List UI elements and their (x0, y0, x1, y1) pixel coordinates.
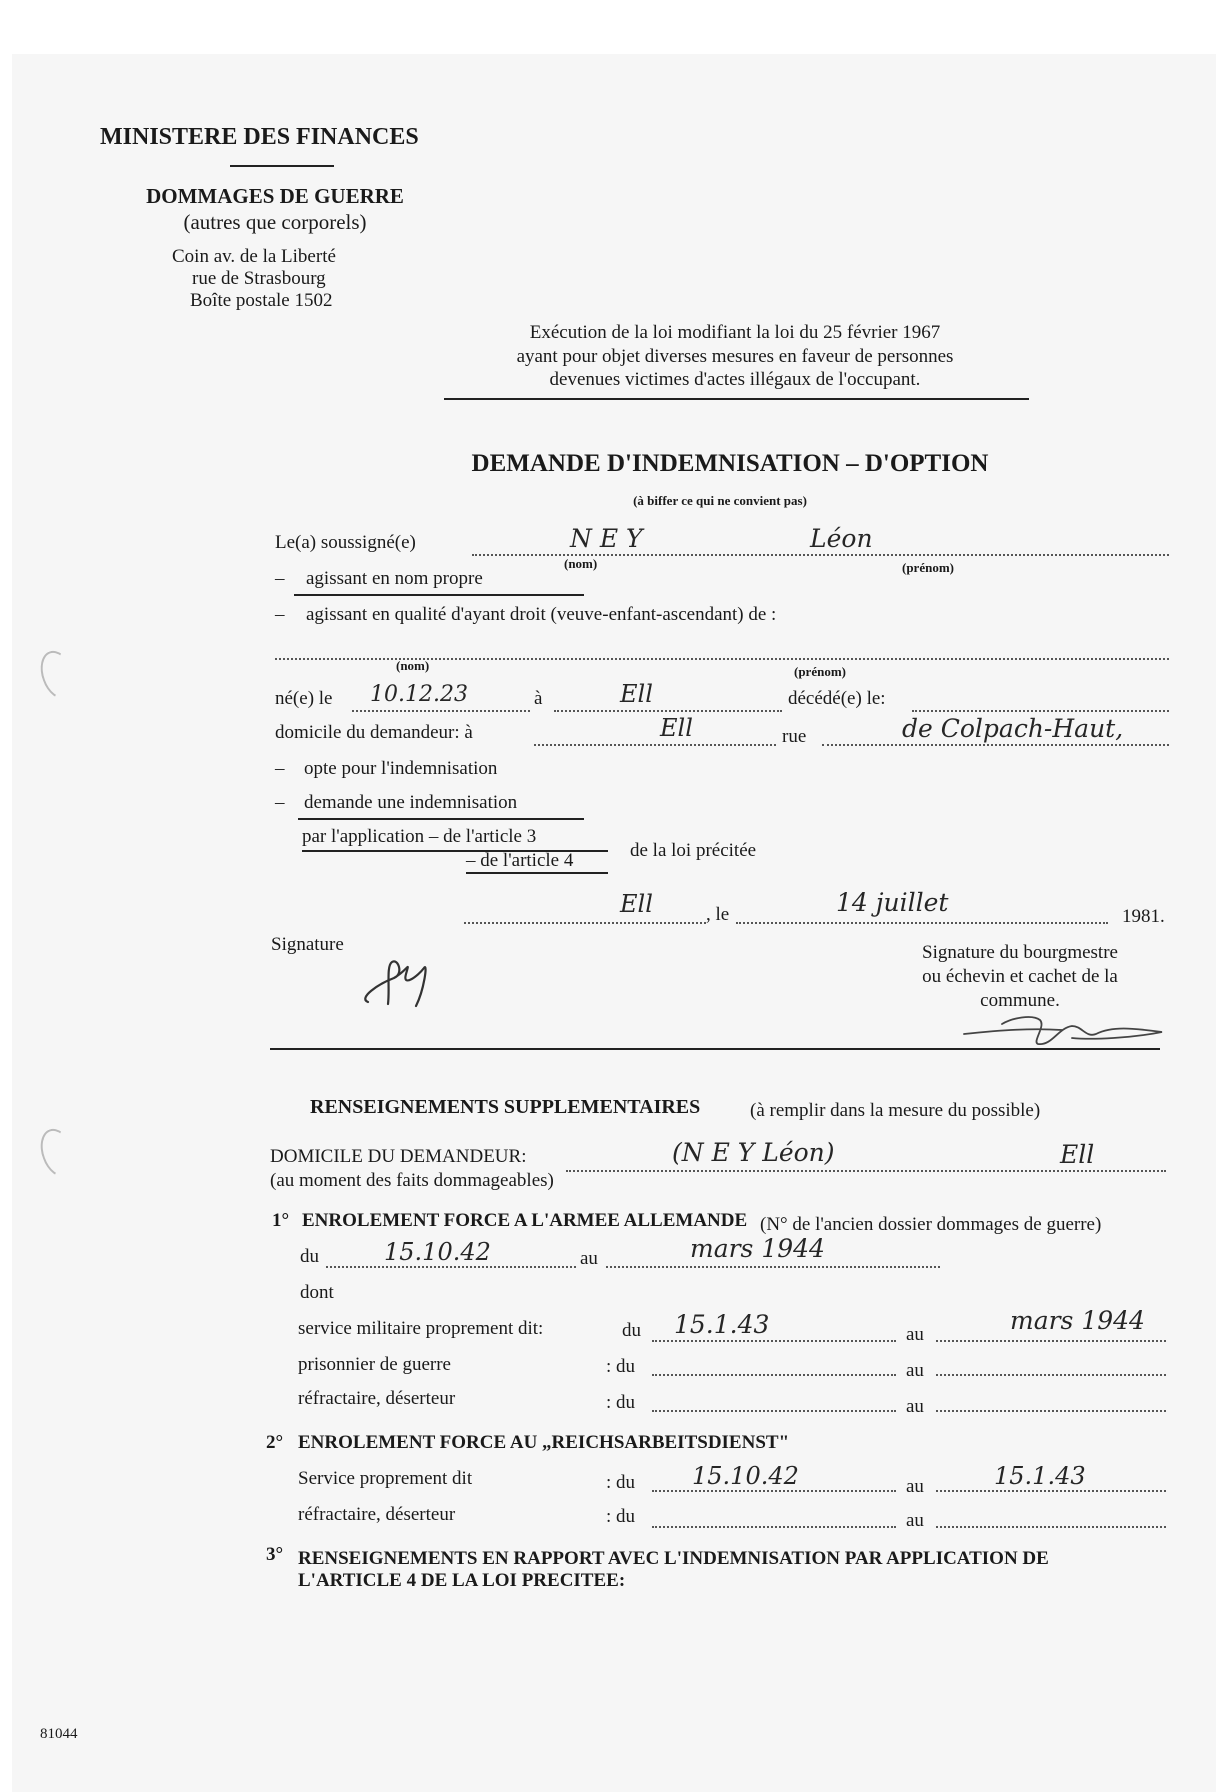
domicile-field[interactable] (534, 744, 776, 746)
a-label: à (534, 688, 543, 709)
domicile-demandeur-sub: (au moment des faits dommageables) (270, 1170, 554, 1191)
supplement-title-note: (à remplir dans la mesure du possible) (750, 1100, 1041, 1121)
department-subtitle: (autres que corporels) (183, 210, 367, 234)
date-field[interactable] (736, 922, 1108, 924)
domicile-demandeur-label: DOMICILE DU DEMANDEUR: (270, 1146, 527, 1167)
s1-du-label: du (300, 1246, 319, 1267)
s2-du-value: 15.10.42 (692, 1462, 799, 1490)
le-label: , le (706, 904, 730, 925)
bourgmestre-line-2: ou échevin et cachet de la (922, 966, 1118, 987)
year-text: 1981. (1122, 906, 1165, 927)
agissant-propre: agissant en nom propre (306, 568, 483, 589)
prisonnier-au-label: au (906, 1360, 924, 1381)
refractaire2-au-label: au (906, 1510, 924, 1531)
ministry-underline (230, 165, 334, 167)
ne-date-value: 10.12.23 (370, 682, 468, 707)
refractaire-au-label: au (906, 1396, 924, 1417)
prenom-label: (prénom) (902, 560, 954, 575)
agissant-propre-underline (294, 594, 584, 596)
s3-title-2: L'ARTICLE 4 DE LA LOI PRECITEE: (298, 1570, 626, 1591)
nom-value: N E Y (570, 524, 643, 553)
form-title-note: (à biffer ce qui ne convient pas) (633, 493, 807, 508)
rue-field[interactable] (822, 744, 1169, 746)
rue-value: de Colpach-Haut, (902, 714, 1124, 743)
refractaire2-au-field[interactable] (936, 1526, 1166, 1528)
dash-1: – (275, 568, 285, 589)
dash-4: – (275, 792, 285, 813)
service-militaire-label: service militaire proprement dit: (298, 1318, 544, 1339)
article-4-text: – de l'article 4 (466, 850, 574, 871)
s2-number: 2° (266, 1432, 284, 1453)
address-line-3: Boîte postale 1502 (190, 290, 333, 311)
law-line-2: ayant pour objet diverses mesures en faveur de personnes (516, 346, 954, 367)
refractaire-au-field[interactable] (936, 1410, 1166, 1412)
domicile-demandeur-value-1: (N E Y Léon) (672, 1138, 835, 1167)
nom-label-2: (nom) (396, 658, 430, 673)
dont-label: dont (300, 1282, 334, 1303)
sm-au-label: au (906, 1324, 924, 1345)
section-separator (270, 1048, 1160, 1050)
form-title: DEMANDE D'INDEMNISATION – D'OPTION (471, 450, 989, 477)
law-line-3: devenues victimes d'actes illégaux de l'occupant. (549, 369, 921, 390)
domicile-demandeur-value-2: Ell (1060, 1140, 1095, 1169)
address-line-2: rue de Strasbourg (192, 268, 326, 289)
refractaire2-label: réfractaire, déserteur (298, 1504, 456, 1525)
demande-underline (298, 818, 584, 820)
rue-label: rue (782, 726, 807, 747)
sm-du-label: du (622, 1320, 641, 1341)
sm-du-value: 15.1.43 (674, 1310, 770, 1339)
agissant-qualite: agissant en qualité d'ayant droit (veuve-enfant-ascendant) de : (306, 604, 777, 625)
domicile-value: Ell (660, 714, 693, 742)
nom-label: (nom) (564, 556, 598, 571)
prisonnier-du-field[interactable] (652, 1374, 896, 1376)
decede-field[interactable] (912, 710, 1169, 712)
s2-au-field[interactable] (936, 1490, 1166, 1492)
s1-title: ENROLEMENT FORCE A L'ARMEE ALLEMANDE (302, 1210, 748, 1231)
refractaire-du-field[interactable] (652, 1410, 896, 1412)
s1-au-field[interactable] (606, 1266, 940, 1268)
sm-au-value: mars 1944 (1010, 1306, 1145, 1335)
refractaire-du-label: : du (606, 1392, 636, 1413)
article-4-underline (466, 872, 608, 874)
prisonnier-label: prisonnier de guerre (298, 1354, 451, 1375)
sm-du-field[interactable] (652, 1340, 896, 1342)
s1-number: 1° (272, 1210, 290, 1231)
address-line-1: Coin av. de la Liberté (172, 246, 336, 267)
refractaire2-du-label: : du (606, 1506, 636, 1527)
bourgmestre-line-3: commune. (980, 990, 1060, 1011)
date-value: 14 juillet (836, 888, 949, 917)
s3-number: 3° (266, 1544, 284, 1565)
ministry-title: MINISTERE DES FINANCES (100, 124, 419, 150)
s1-du-field[interactable] (326, 1266, 576, 1268)
refractaire2-du-field[interactable] (652, 1526, 896, 1528)
service-propre-label: Service proprement dit (298, 1468, 473, 1489)
refractaire-label: réfractaire, déserteur (298, 1388, 456, 1409)
s2-du-label: : du (606, 1472, 636, 1493)
sm-au-field[interactable] (936, 1340, 1166, 1342)
s2-title: ENROLEMENT FORCE AU „REICHSARBEITSDIENST" (298, 1432, 790, 1453)
prenom-value: Léon (810, 524, 873, 553)
department-title: DOMMAGES DE GUERRE (146, 184, 404, 208)
ne-lieu-value: Ell (620, 680, 653, 708)
law-rule (444, 398, 1029, 400)
ne-lieu-field[interactable] (554, 710, 782, 712)
supplement-title: RENSEIGNEMENTS SUPPLEMENTAIRES (310, 1096, 701, 1118)
dash-2: – (275, 604, 285, 625)
domicile-demandeur-field[interactable] (566, 1170, 1166, 1172)
s1-au-value: mars 1944 (690, 1234, 825, 1263)
loi-precitee-text: de la loi précitée (630, 840, 757, 861)
s1-du-value: 15.10.42 (384, 1238, 491, 1266)
demande-text: demande une indemnisation (304, 792, 518, 813)
lieu-field[interactable] (464, 922, 706, 924)
par-application-text: par l'application – de l'article 3 (302, 826, 537, 847)
s1-au-label: au (580, 1248, 598, 1269)
soussigne-label: Le(a) soussigné(e) (275, 532, 416, 553)
s2-au-label: au (906, 1476, 924, 1497)
prisonnier-au-field[interactable] (936, 1374, 1166, 1376)
signature-label: Signature (271, 934, 344, 955)
ne-date-field[interactable] (352, 710, 530, 712)
footer-code: 81044 (40, 1726, 78, 1742)
s2-du-field[interactable] (652, 1490, 896, 1492)
prisonnier-du-label: : du (606, 1356, 636, 1377)
s2-au-value: 15.1.43 (994, 1462, 1086, 1490)
law-line-1: Exécution de la loi modifiant la loi du 25 février 1967 (529, 322, 941, 343)
lieu-value: Ell (620, 890, 653, 918)
ne-label: né(e) le (275, 688, 333, 709)
s3-title-1: RENSEIGNEMENTS EN RAPPORT AVEC L'INDEMNISATION PAR APPLICATION DE (298, 1548, 1049, 1569)
prenom-label-2: (prénom) (794, 664, 846, 679)
opte-text: opte pour l'indemnisation (304, 758, 498, 779)
domicile-label: domicile du demandeur: à (275, 722, 473, 743)
s1-note: (N° de l'ancien dossier dommages de guerre) (760, 1214, 1102, 1235)
decede-label: décédé(e) le: (788, 688, 886, 709)
applicant-signature (348, 948, 460, 1012)
bourgmestre-line-1: Signature du bourgmestre (922, 942, 1118, 963)
dash-3: – (275, 758, 285, 779)
